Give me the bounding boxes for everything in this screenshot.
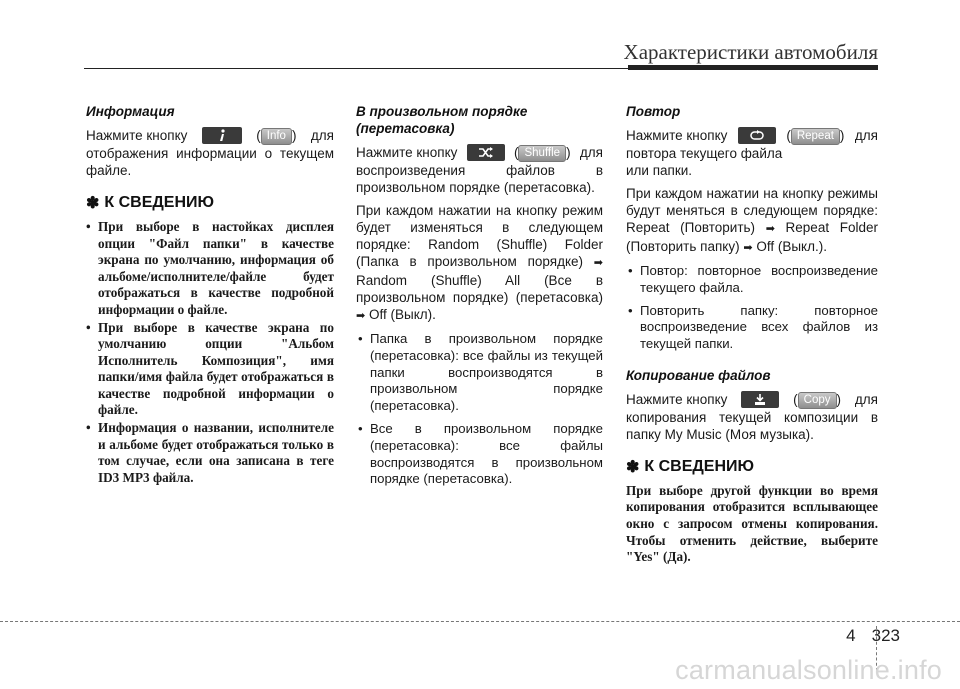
list-item: • Информация о названии, исполнителе и альбоме будет отображаться только в том случае, если она записана в теге ID3 MP3 файла. — [86, 420, 334, 486]
copy-text-a: Нажмите кнопку — [626, 392, 728, 408]
repeat-list — [626, 263, 878, 353]
repeat-text-c: повтора текущего файла — [626, 145, 783, 161]
shuffle-text-c: воспроизведения файлов в произвольном порядке (перетасовка). — [356, 162, 603, 195]
shuffle-paragraph: Нажмите кнопку ( Shuffle ) для воспроизведения файлов в произвольном порядке (перетасовка). — [356, 145, 603, 195]
repeat-text-b: для — [854, 128, 878, 144]
shuffle-heading — [356, 103, 603, 137]
caution-heading-text: К СВЕДЕНИЮ — [104, 193, 215, 211]
column-info — [86, 103, 334, 487]
repeat-modes-paragraph — [626, 185, 878, 257]
shuffle-label-chip: Shuffle — [518, 145, 566, 162]
shuffle-text-b: для — [579, 145, 603, 161]
arrow-right-icon: ➡ — [356, 309, 366, 322]
arrow-right-icon: ➡ — [765, 222, 775, 235]
caution-text-2: При выборе другой функции во время копирования отобразится всплывающее окно с запросом отмены копирования. Чтобы отменить действие, выберите "Yes" (Да). — [626, 482, 878, 565]
info-paragraph: Нажмите кнопку ( Info ) для отображения информации о текущем файле. — [86, 128, 334, 178]
repeat-modes-b: Repeat Folder (Повторить папку) — [626, 219, 878, 254]
repeat-label-chip: Repeat — [791, 128, 840, 145]
page-number — [846, 626, 900, 646]
shuffle-heading-line2: (перетасовка) — [356, 121, 455, 136]
info-heading: Информация — [86, 104, 175, 119]
list-item: • Все в произвольном порядке (перетасовка): все файлы воспроизводятся в произвольном порядке (перетасовка). — [356, 421, 603, 488]
copy-button-icon — [741, 391, 779, 408]
copy-paragraph: Нажмите кнопку ( Copy ) для копирования текущей композиции в папку My Music (Моя музыка). — [626, 391, 878, 442]
info-text-b: для — [310, 128, 334, 144]
page-header-title: Характеристики автомобиля — [623, 40, 878, 64]
info-label-chip: Info — [261, 128, 292, 145]
caution-heading-text: К СВЕДЕНИЮ — [644, 457, 755, 475]
page-number-value: 323 — [871, 626, 900, 645]
asterism-icon: ✽ — [86, 194, 100, 212]
list-item: • При выборе в качестве экрана по умолчанию опции "Альбом Исполнитель Композиция", имя папки/имя файла будет отображаться в качестве подробной информации о файле. — [86, 320, 334, 420]
info-button-icon — [202, 127, 242, 144]
shuffle-modes-paragraph — [356, 202, 603, 325]
repeat-text-a: Нажмите кнопку — [626, 128, 728, 144]
list-item: • Повтор: повторное воспроизведение текущего файла. — [626, 263, 878, 297]
chapter-number: 4 — [846, 626, 856, 645]
info-text-a: Нажмите кнопку — [86, 128, 188, 144]
repeat-text-d: или папки. — [626, 162, 693, 178]
repeat-button-icon — [738, 127, 776, 144]
shuffle-text-a: Нажмите кнопку — [356, 145, 458, 161]
repeat-modes-c: Off (Выкл.). — [756, 238, 827, 254]
arrow-right-icon: ➡ — [743, 241, 753, 254]
list-item: • При выборе в настойках дисплея опции "Файл папки" в качестве экрана по умолчанию, информация об альбоме/исполнителе/файле будет отображаться в качестве подробной информации о файле. — [86, 219, 334, 319]
shuffle-heading-line1: В произвольном порядке — [356, 104, 528, 119]
repeat-modes-a: При каждом нажатии на кнопку режимы будут меняться в следующем порядке: Repeat (Повторить) — [626, 185, 878, 235]
caution-list-1 — [86, 219, 334, 487]
repeat-paragraph: Нажмите кнопку ( Repeat ) для повтора текущего файла или папки. — [626, 128, 878, 178]
shuffle-modes-c: Off (Выкл). — [368, 306, 436, 322]
shuffle-modes-a: При каждом нажатии на кнопку режим будет изменяться в следующем порядке: Random (Shuffle) Folder (Папка в произвольном порядке) — [356, 202, 603, 269]
copy-text-c: копирования текущей композиции в папку My Music (Моя музыка). — [626, 409, 878, 442]
caution-heading-2 — [626, 457, 878, 477]
shuffle-button-icon — [467, 144, 505, 161]
asterism-icon: ✽ — [626, 458, 640, 476]
shuffle-modes-b: Random (Shuffle) All (Все в произвольном порядке) (перетасовка) — [356, 272, 603, 305]
footer-divider — [0, 621, 960, 622]
list-item: • Папка в произвольном порядке (перетасовка): все файлы из текущей папки воспроизводятся в произвольном порядке (перетасовка). — [356, 331, 603, 415]
shuffle-list — [356, 331, 603, 488]
repeat-heading: Повтор — [626, 104, 681, 119]
copy-label-chip: Copy — [798, 392, 837, 409]
copy-text-b: для — [854, 392, 878, 408]
list-item: • Повторить папку: повторное воспроизведение всех файлов из текущей папки. — [626, 303, 878, 353]
info-text-c: отображения информации о текущем файле. — [86, 145, 334, 178]
header-divider-accent — [628, 65, 878, 70]
copy-heading: Копирование файлов — [626, 367, 771, 383]
column-repeat-copy — [626, 103, 878, 566]
caution-heading-1 — [86, 193, 334, 213]
column-shuffle — [356, 103, 603, 494]
arrow-right-icon: ➡ — [593, 256, 603, 269]
watermark: carmanualsonline.info — [675, 655, 942, 685]
